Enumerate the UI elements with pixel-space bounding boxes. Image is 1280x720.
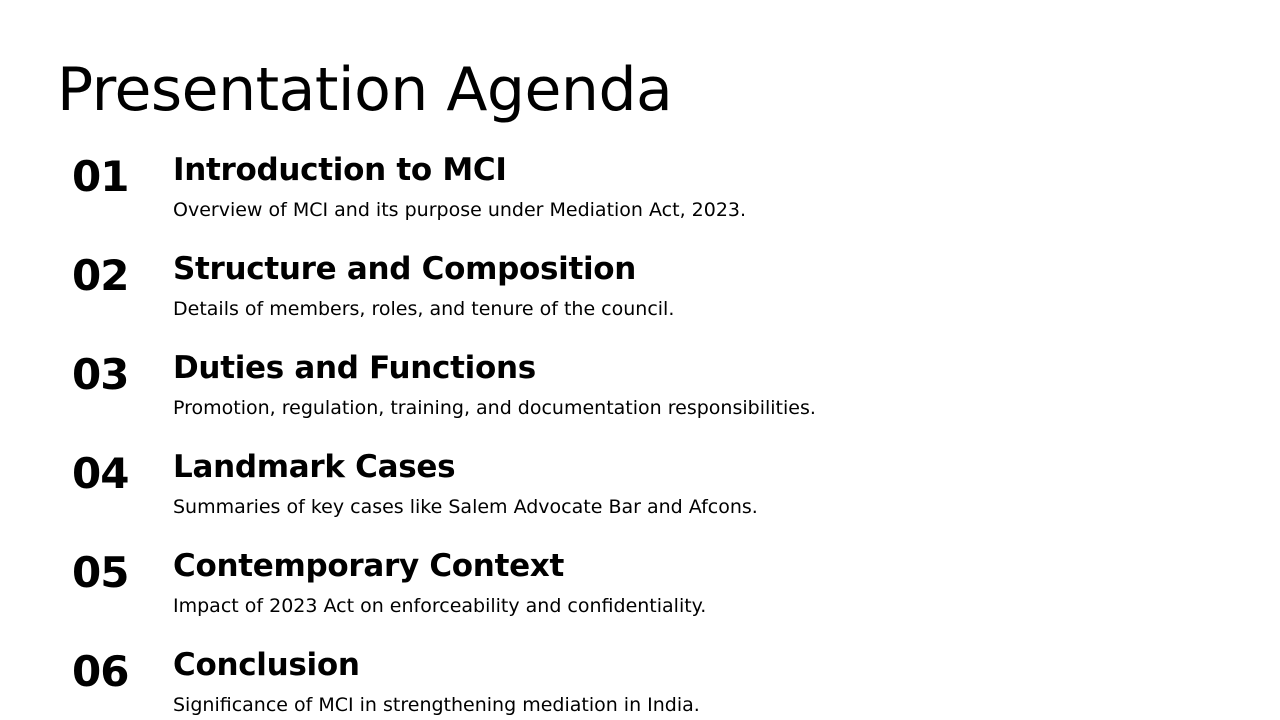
agenda-item-heading: Structure and Composition	[173, 251, 637, 287]
agenda-item-heading: Introduction to MCI	[173, 152, 507, 188]
agenda-list	[72, 150, 1222, 720]
agenda-item	[72, 447, 1222, 546]
agenda-item-number: 02	[72, 251, 129, 300]
agenda-item-heading: Landmark Cases	[173, 449, 456, 485]
agenda-item-number: 05	[72, 548, 129, 597]
agenda-item-heading: Duties and Functions	[173, 350, 536, 386]
agenda-item-number: 01	[72, 152, 129, 201]
agenda-item-description: Summaries of key cases like Salem Advocate Bar and Afcons.	[173, 496, 758, 518]
agenda-item-heading: Conclusion	[173, 647, 360, 683]
agenda-item-number: 04	[72, 449, 129, 498]
agenda-item-description: Impact of 2023 Act on enforceability and confidentiality.	[173, 595, 707, 617]
agenda-item	[72, 348, 1222, 447]
agenda-item	[72, 150, 1222, 249]
agenda-item-number: 03	[72, 350, 129, 399]
agenda-item-description: Details of members, roles, and tenure of the council.	[173, 298, 675, 320]
agenda-item-heading: Contemporary Context	[173, 548, 565, 584]
page-title: Presentation Agenda	[57, 55, 673, 125]
agenda-item-description: Overview of MCI and its purpose under Mediation Act, 2023.	[173, 199, 747, 221]
agenda-item-description: Promotion, regulation, training, and documentation responsibilities.	[173, 397, 816, 419]
agenda-item	[72, 249, 1222, 348]
agenda-item	[72, 645, 1222, 720]
agenda-item-number: 06	[72, 647, 129, 696]
agenda-item	[72, 546, 1222, 645]
agenda-item-description: Significance of MCI in strengthening mediation in India.	[173, 694, 700, 716]
